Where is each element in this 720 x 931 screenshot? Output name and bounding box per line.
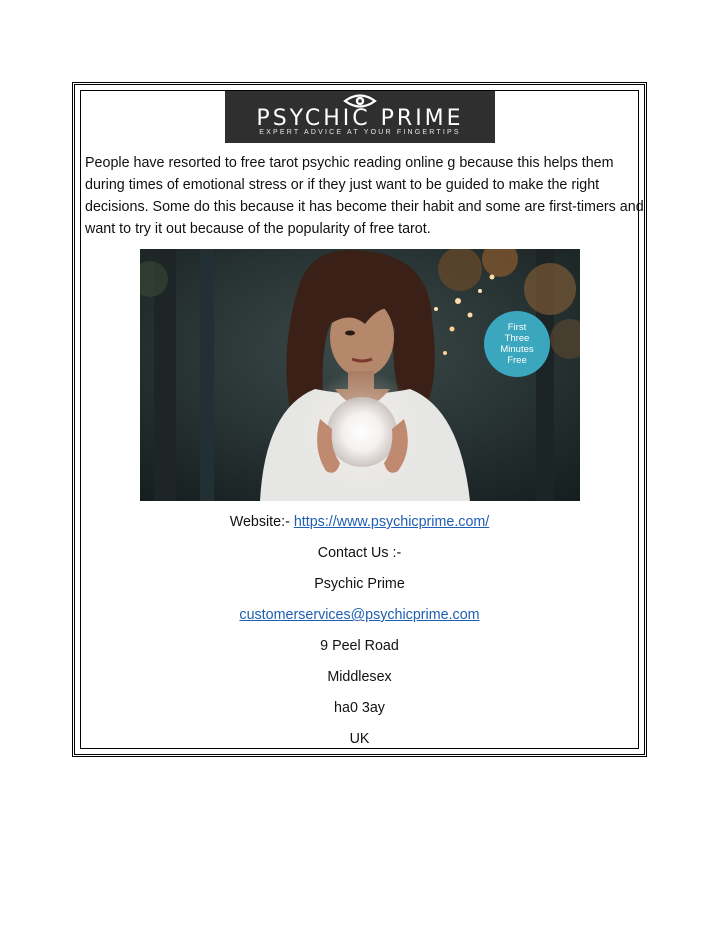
address-line-1: 9 Peel Road [320,638,399,654]
contact-heading: Contact Us :- [317,545,402,561]
psychic-prime-logo [225,91,495,143]
address-line-2: Middlesex [327,669,392,685]
logo-name: PSYCHIC PRIME [256,106,464,131]
badge-line: Free [507,355,527,366]
logo-tagline: EXPERT ADVICE AT YOUR FINGERTIPS [259,129,461,136]
country: UK [349,731,370,747]
hero-photo [140,249,580,501]
badge-line: Minutes [500,344,534,355]
badge-line: Three [504,333,530,344]
company-name: Psychic Prime [314,576,405,592]
badge-line: First [507,322,527,333]
website-line [72,513,647,531]
website-link[interactable]: https://www.psychicprime.com/ [293,514,490,530]
free-minutes-badge [484,311,550,377]
intro-paragraph: People have resorted to free tarot psychic reading online g because this helps them during times of emotional stress or if they just want to be guided to make the right decisions. Some do this because it has become their habit and some are first-timers and want to try it out because of the popularity of free tarot. [85,155,644,237]
email-link[interactable]: customerservices@psychicprime.com [239,607,480,623]
postcode: ha0 3ay [334,700,385,716]
email-line [72,606,647,624]
website-label: Website:- [229,514,290,530]
